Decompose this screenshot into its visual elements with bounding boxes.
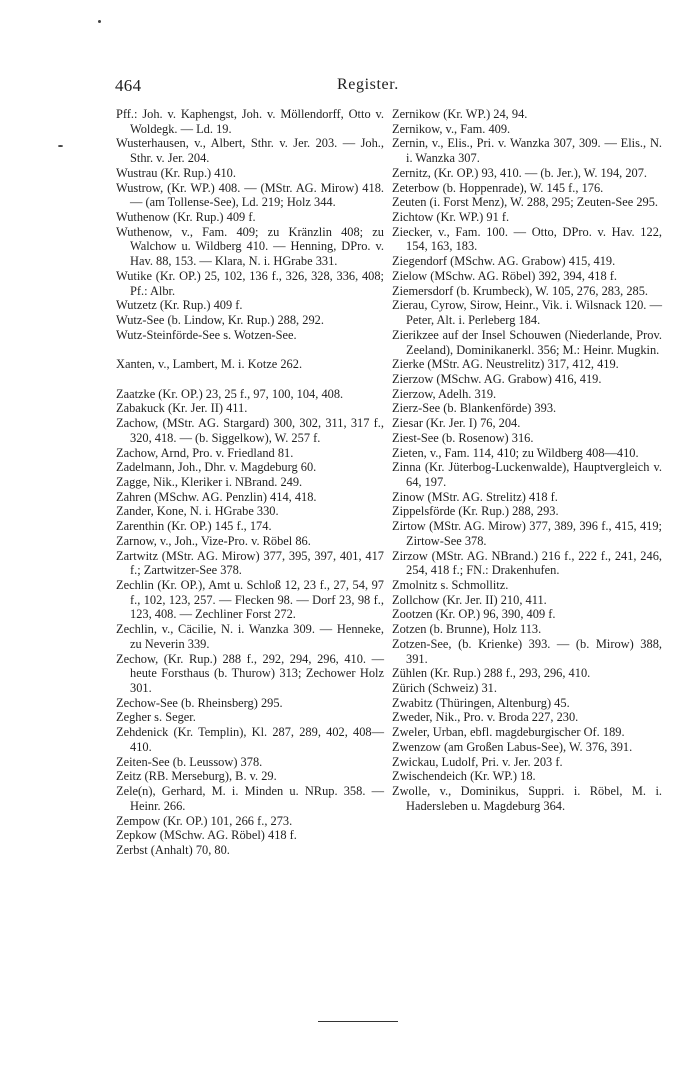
index-entry: Zartwitz (MStr. AG. Mirow) 377, 395, 397, 401, 417 f.; Zartwitzer-See 378. — [116, 548, 384, 578]
index-entry: Zechlin, v., Cäcilie, N. i. Wanzka 309. — Henneke, zu Neverin 339. — [116, 622, 384, 651]
index-entry: Zadelmann, Joh., Dhr. v. Magdeburg 60. — [116, 460, 317, 475]
index-entry: Ziemersdorf (b. Krumbeck), W. 105, 276, 283, 285. — [392, 283, 649, 298]
index-entry: Zotzen (b. Brunne), Holz 113. — [392, 622, 542, 637]
index-entry: Zwabitz (Thüringen, Altenburg) 45. — [392, 695, 570, 710]
index-entry: Zielow (MSchw. AG. Röbel) 392, 394, 418 f. — [392, 268, 617, 283]
index-entry: Zeuten (i. Forst Menz), W. 288, 295; Zeuten-See 295. — [392, 195, 659, 210]
index-entry: Wutzetz (Kr. Rup.) 409 f. — [116, 298, 243, 313]
index-entry: Zwenzow (am Großen Labus-See), W. 376, 391. — [392, 739, 633, 754]
index-entry: Zegher s. Seger. — [116, 710, 196, 725]
index-entry: Xanten, v., Lambert, M. i. Kotze 262. — [116, 357, 303, 372]
index-entry: Zweder, Nik., Pro. v. Broda 227, 230. — [392, 710, 579, 725]
index-entry: Zieten, v., Fam. 114, 410; zu Wildberg 408—410. — [392, 445, 639, 460]
index-entry: Ziecker, v., Fam. 100. — Otto, DPro. v. Hav. 122, 154, 163, 183. — [392, 224, 662, 254]
index-entry: Wutz-Steinförde-See s. Wotzen-See. — [116, 327, 297, 342]
index-entry: Zierzow, Adelh. 319. — [392, 386, 497, 401]
index-entry: Zarnow, v., Joh., Vize-Pro. v. Röbel 86. — [116, 533, 311, 548]
index-entry: Pff.: Joh. v. Kaphengst, Joh. v. Möllendorff, Otto v. Woldegk. — Ld. 19. — [116, 107, 384, 136]
index-entry: Ziest-See (b. Rosenow) 316. — [392, 430, 534, 445]
index-entry: Zechow, (Kr. Rup.) 288 f., 292, 294, 296, 410. — heute Forsthaus (b. Thurow) 313; Zechower Holz 301. — [116, 651, 384, 696]
index-entry: Zechlin (Kr. OP.), Amt u. Schloß 12, 23 f., 27, 54, 97 f., 102, 123, 257. — Flecken 98. — Dorf 23, 98 f., 123, 408. — Zechliner Forst 272. — [116, 578, 384, 622]
index-entry: Zarenthin (Kr. OP.) 145 f., 174. — [116, 519, 272, 534]
page-number: 464 — [115, 76, 142, 95]
index-entry: Zehdenick (Kr. Templin), Kl. 287, 289, 402, 408—410. — [116, 725, 384, 754]
index-entry: Zürich (Schweiz) 31. — [392, 681, 497, 696]
index-entry: Wuthenow (Kr. Rup.) 409 f. — [116, 210, 256, 225]
index-entry: Wustrow, (Kr. WP.) 408. — (MStr. AG. Mirow) 418. — (am Tollense-See), Ld. 219; Holz 344. — [116, 180, 384, 210]
index-entry: Zerbst (Anhalt) 70, 80. — [116, 842, 230, 857]
index-entry: Wusterhausen, v., Albert, Sthr. v. Jer. 203. — Joh., Sthr. v. Jer. 204. — [116, 136, 384, 166]
index-entry: Wuthenow, v., Fam. 409; zu Kränzlin 408; zu Walchow u. Wildberg 410. — Henning, DPro. v. Hav. 88, 153. — Klara, N. i. HGrabe 331. — [116, 224, 384, 269]
index-entry: Zele(n), Gerhard, M. i. Minden u. NRup. 358. — Heinr. 266. — [116, 784, 384, 813]
index-entry: Zander, Kone, N. i. HGrabe 330. — [116, 504, 279, 519]
index-entry: Wutz-See (b. Lindow, Kr. Rup.) 288, 292. — [116, 313, 324, 328]
speck-mark — [58, 145, 63, 147]
speck-mark — [98, 20, 101, 23]
index-entry: Zirzow (MStr. AG. NBrand.) 216 f., 222 f., 241, 246, 254, 418 f.; FN.: Drakenhufen. — [392, 548, 662, 578]
index-entry: Zühlen (Kr. Rup.) 288 f., 293, 296, 410. — [392, 666, 591, 681]
index-entry: Zollchow (Kr. Jer. II) 210, 411. — [392, 592, 547, 607]
index-entry: Zmolnitz s. Schmollitz. — [392, 578, 509, 592]
right-column — [392, 107, 662, 814]
index-entry: Zabakuck (Kr. Jer. II) 411. — [116, 401, 248, 416]
index-entry: Zweler, Urban, ebfl. magdeburgischer Of. 189. — [392, 725, 625, 740]
index-entry: Zinow (MStr. AG. Strelitz) 418 f. — [392, 489, 558, 504]
index-entry: Zaatzke (Kr. OP.) 23, 25 f., 97, 100, 104, 408. — [116, 386, 344, 401]
index-entry: Zempow (Kr. OP.) 101, 266 f., 273. — [116, 813, 293, 828]
index-entry: Zierzow (MSchw. AG. Grabow) 416, 419. — [392, 371, 602, 386]
index-entry: Zechow-See (b. Rheinsberg) 295. — [116, 695, 283, 710]
index-entry: Zernitz, (Kr. OP.) 93, 410. — (b. Jer.), W. 194, 207. — [392, 165, 648, 180]
index-entry: Zierikzee auf der Insel Schouwen (Niederlande, Prov. Zeeland), Dominikanerkl. 356; M.: Heinr. Mugkin. — [392, 327, 662, 357]
index-entry: Zernikow, v., Fam. 409. — [392, 121, 511, 136]
index-entry: Zierz-See (b. Blankenförde) 393. — [392, 401, 557, 416]
index-entry: Wutike (Kr. OP.) 25, 102, 136 f., 326, 328, 336, 408; Pf.: Albr. — [116, 268, 384, 298]
index-entry: Zwickau, Ludolf, Pri. v. Jer. 203 f. — [392, 754, 563, 769]
end-rule — [318, 1021, 398, 1022]
left-column — [116, 107, 384, 858]
running-title: Register. — [337, 76, 399, 93]
index-entry: Zotzen-See, (b. Krienke) 393. — (b. Mirow) 388, 391. — [392, 636, 662, 666]
index-entry: Zachow, Arnd, Pro. v. Friedland 81. — [116, 445, 294, 460]
index-entry: Zinna (Kr. Jüterbog-Luckenwalde), Hauptvergleich v. 64, 197. — [392, 460, 662, 489]
index-entry: Zwolle, v., Dominikus, Suppri. i. Röbel, M. i. Hadersleben u. Magdeburg 364. — [392, 784, 662, 813]
index-entry: Zernikow (Kr. WP.) 24, 94. — [392, 107, 528, 121]
index-entry: Zirtow (MStr. AG. Mirow) 377, 389, 396 f., 415, 419; Zirtow-See 378. — [392, 519, 662, 548]
index-entry: Ziesar (Kr. Jer. I) 76, 204. — [392, 416, 521, 431]
index-entry: Zwischendeich (Kr. WP.) 18. — [392, 769, 536, 784]
index-entry: Ziegendorf (MSchw. AG. Grabow) 415, 419. — [392, 254, 616, 269]
index-entry: Zeterbow (b. Hoppenrade), W. 145 f., 176. — [392, 180, 604, 195]
index-entry: Zippelsförde (Kr. Rup.) 288, 293. — [392, 504, 559, 519]
index-entry: Zierau, Cyrow, Sirow, Heinr., Vik. i. Wilsnack 120. — Peter, Alt. i. Perleberg 184. — [392, 298, 662, 328]
index-entry: Zeitz (RB. Merseburg), B. v. 29. — [116, 769, 277, 784]
index-entry: Zahren (MSchw. AG. Penzlin) 414, 418. — [116, 489, 317, 504]
index-entry: Zepkow (MSchw. AG. Röbel) 418 f. — [116, 828, 297, 843]
index-entry: Zachow, (MStr. AG. Stargard) 300, 302, 311, 317 f., 320, 418. — (b. Siggelkow), W. 257 f. — [116, 416, 384, 445]
index-entry: Zootzen (Kr. OP.) 96, 390, 409 f. — [392, 607, 556, 622]
index-entry: Wustrau (Kr. Rup.) 410. — [116, 165, 236, 180]
page-header — [0, 76, 700, 100]
index-entry: Zagge, Nik., Kleriker i. NBrand. 249. — [116, 474, 303, 489]
index-entry: Zierke (MStr. AG. Neustrelitz) 317, 412, 419. — [392, 357, 619, 372]
index-entry: Zeiten-See (b. Leussow) 378. — [116, 754, 263, 769]
index-entry: Zernin, v., Elis., Pri. v. Wanzka 307, 309. — Elis., N. i. Wanzka 307. — [392, 136, 662, 166]
index-entry: Zichtow (Kr. WP.) 91 f. — [392, 210, 510, 225]
